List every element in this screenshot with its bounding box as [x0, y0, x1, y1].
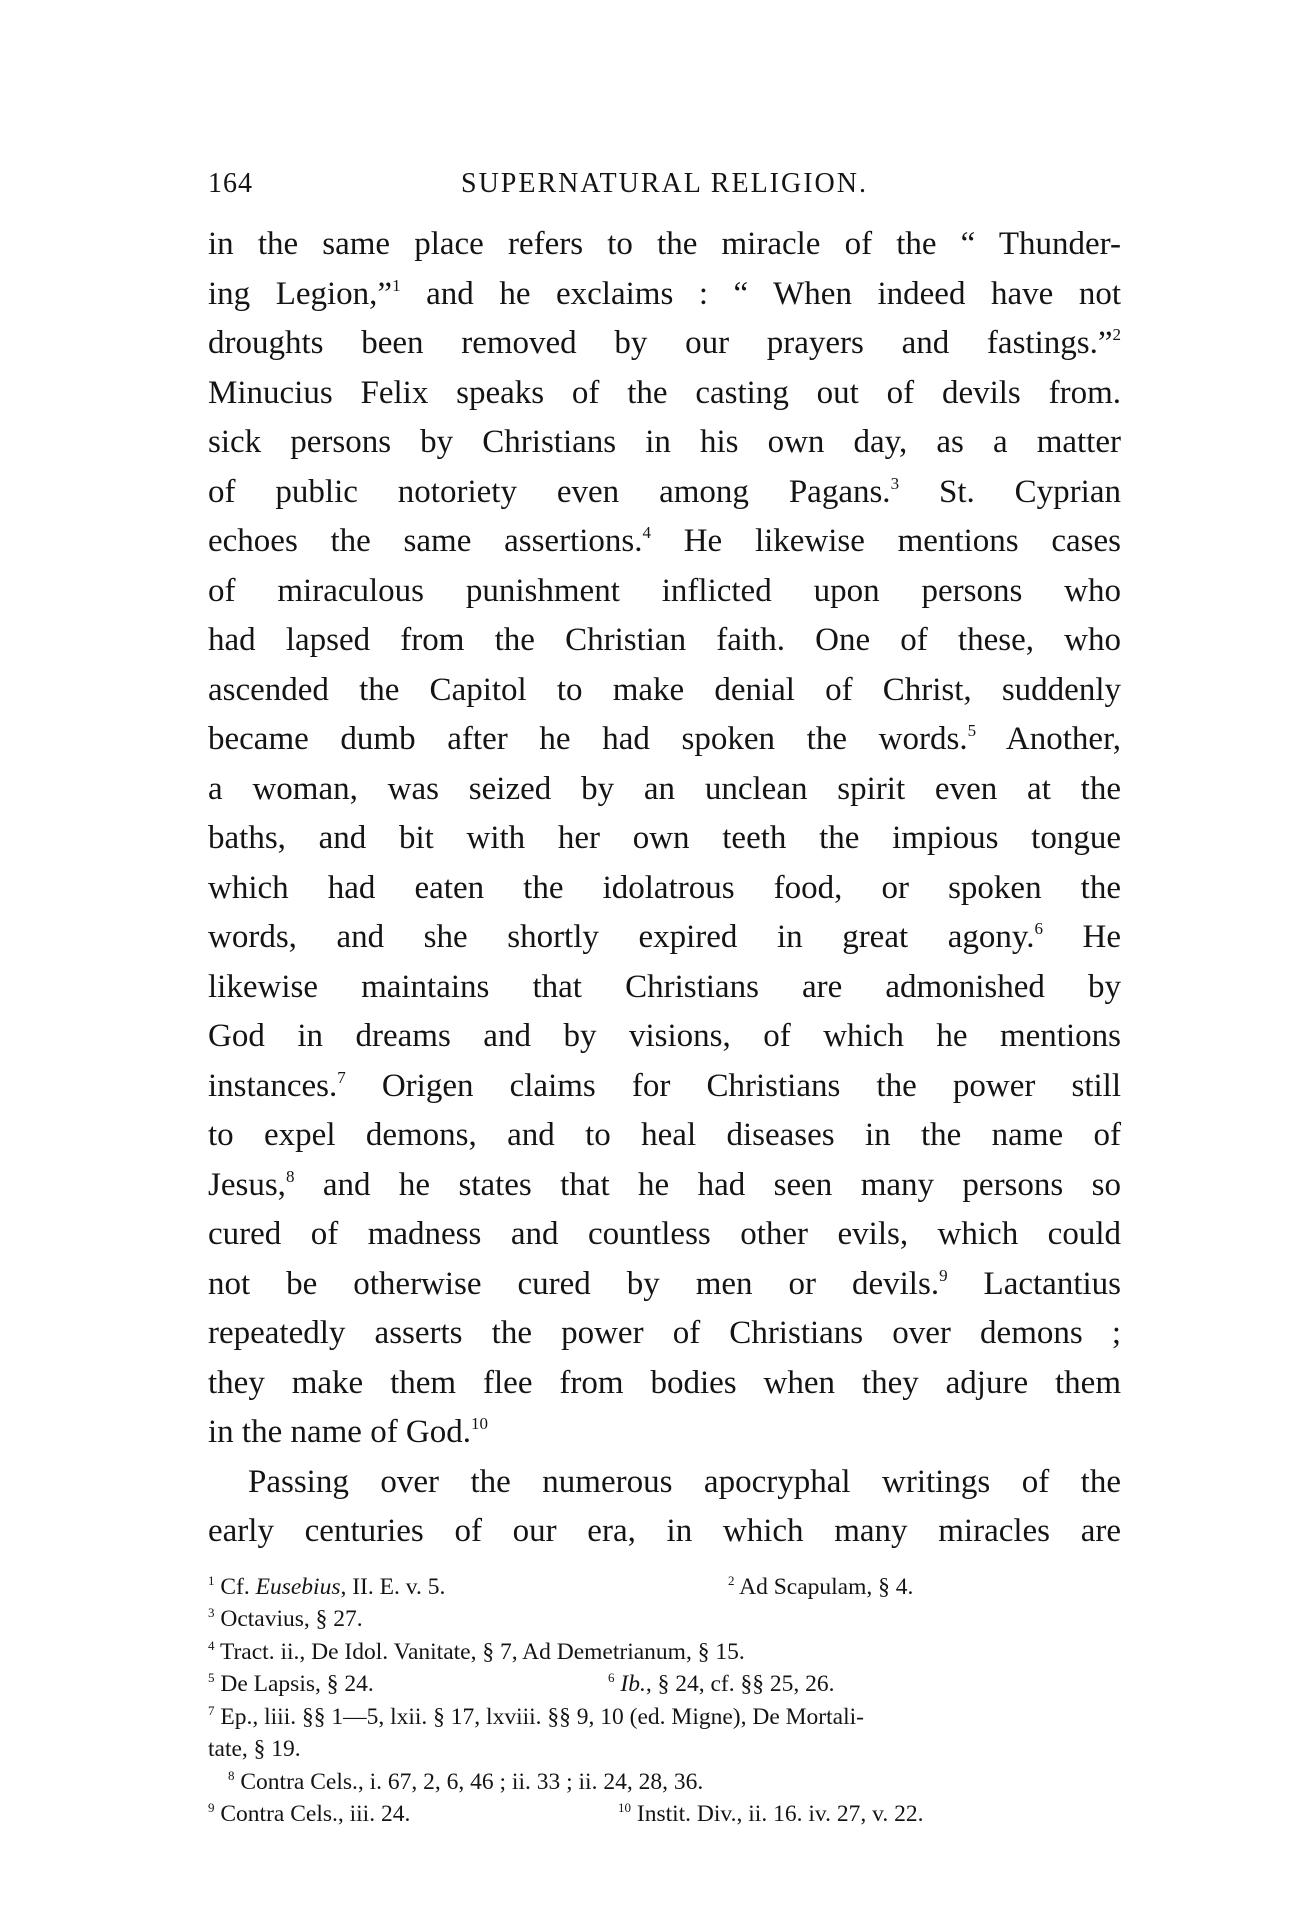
text-line [208, 1012, 1121, 1062]
footnote-reference: 10 [471, 1414, 489, 1433]
text-line [208, 814, 1121, 864]
footnote-text: Ad Scapulam, § 4. [739, 1573, 914, 1600]
footnote-italic: Eusebius [255, 1573, 341, 1600]
text-line [208, 963, 1121, 1013]
footnote-line [208, 1603, 1121, 1636]
footnote-reference: 7 [337, 1067, 346, 1087]
text-line [208, 1111, 1121, 1161]
line-text-after: He [1042, 919, 1122, 955]
footnote-5 [208, 1671, 374, 1697]
footnote-text: Cf. [220, 1573, 256, 1600]
text-line [208, 864, 1121, 914]
text-line [208, 616, 1121, 666]
footnote-10 [618, 1798, 923, 1831]
line-text: of public notoriety even among Pagans. [208, 473, 891, 510]
line-text: repeatedly asserts the power of Christians over demons ; [208, 1315, 1121, 1351]
text-line [208, 765, 1121, 815]
line-text: ing Legion,” [208, 275, 393, 312]
footnote-text: Contra Cels., i. 67, 2, 6, 46 ; ii. 33 ; ii. 24, 28, 36. [240, 1768, 704, 1795]
footnote-1 [208, 1574, 445, 1600]
footnote-9 [208, 1801, 410, 1827]
line-text: in the same place refers to the miracle of the “ Thunder- [208, 226, 1121, 262]
text-line [208, 1062, 1121, 1112]
text-line [208, 418, 1121, 468]
line-text-after: and he states that he had seen many persons so [294, 1166, 1121, 1203]
footnote-mark: 7 [208, 1702, 215, 1718]
footnote-reference: 1 [392, 275, 401, 295]
line-text: words, and she shortly expired in great agony. [208, 919, 1035, 955]
footnote-line [208, 1668, 1121, 1701]
text-line [208, 220, 1121, 270]
text-line [208, 666, 1121, 716]
footnote-6 [608, 1668, 834, 1701]
line-text: Passing over the numerous apocryphal writings of the [248, 1463, 1121, 1500]
footnote-line [208, 1733, 1121, 1766]
text-line [208, 1260, 1121, 1310]
line-text: of miraculous punishment inflicted upon persons who [208, 572, 1121, 609]
footnote-line [208, 1636, 1121, 1669]
line-text: Jesus, [208, 1166, 286, 1203]
text-line [208, 1507, 1121, 1557]
book-page [208, 168, 1121, 1831]
footnote-mark: 9 [208, 1800, 215, 1815]
line-text: in the name of God. [208, 1414, 472, 1450]
line-text: early centuries of our era, in which many miracles are [208, 1513, 1121, 1549]
footnote-text: Instit. Div., ii. 16. iv. 27, v. 22. [636, 1801, 924, 1827]
footnote-mark: 4 [208, 1637, 215, 1653]
footnote-reference: 2 [1112, 325, 1121, 344]
footnote-7 [208, 1704, 864, 1730]
line-text-after: and he exclaims : “ When indeed have not [400, 275, 1121, 312]
running-title: SUPERNATURAL RELIGION. [461, 168, 868, 199]
footnote-mark: 5 [208, 1670, 215, 1685]
line-text: not be otherwise cured by men or devils. [208, 1265, 940, 1302]
footnote-4 [208, 1639, 745, 1665]
text-line [208, 715, 1121, 765]
text-line [208, 1408, 1121, 1458]
footnote-8 [228, 1769, 703, 1795]
line-text: God in dreams and by visions, of which he mentions [208, 1018, 1121, 1054]
text-line [208, 369, 1121, 419]
line-text: Minucius Felix speaks of the casting out of devils from. [208, 374, 1121, 411]
line-text: instances. [208, 1067, 338, 1104]
text-line [208, 1210, 1121, 1260]
footnote-3 [208, 1606, 363, 1632]
footnote-line [208, 1798, 1121, 1831]
footnote-reference: 6 [1034, 919, 1043, 938]
footnote-mark: 6 [608, 1670, 615, 1685]
footnote-2 [728, 1571, 913, 1604]
body-text [208, 220, 1121, 1557]
footnote-text: De Lapsis, § 24. [220, 1671, 374, 1697]
text-line [208, 270, 1121, 320]
text-line [208, 517, 1121, 567]
line-text: had lapsed from the Christian faith. One of these, who [208, 622, 1121, 658]
footnotes [208, 1571, 1121, 1831]
line-text: they make them flee from bodies when they adjure them [208, 1364, 1121, 1401]
footnote-text: Ep., liii. §§ 1—5, lxii. § 17, lxviii. §§ 9, 10 (ed. Migne), De Mortali- [220, 1703, 864, 1730]
line-text: echoes the same assertions. [208, 523, 643, 559]
footnote-line [208, 1571, 1121, 1604]
footnote-reference: 5 [967, 721, 977, 740]
line-text-after: Origen claims for Christians the power still [345, 1067, 1121, 1104]
footnote-7-continued: tate, § 19. [208, 1736, 301, 1762]
footnote-text: Contra Cels., iii. 24. [220, 1801, 411, 1827]
page-number: 164 [208, 168, 253, 199]
footnote-reference: 9 [939, 1265, 948, 1285]
text-line [208, 319, 1121, 369]
footnote-mark: 3 [208, 1605, 215, 1620]
line-text-after: Another, [976, 721, 1121, 757]
footnote-mark: 8 [228, 1767, 235, 1783]
text-line [208, 1309, 1121, 1359]
footnote-italic: Ib. [620, 1671, 646, 1697]
line-text: a woman, was seized by an unclean spirit even at the [208, 770, 1121, 807]
line-text: droughts been removed by our prayers and fastings.” [208, 325, 1113, 361]
footnote-mark: 2 [728, 1572, 735, 1588]
line-text: cured of madness and countless other evils, which could [208, 1216, 1121, 1252]
footnote-mark: 1 [208, 1572, 215, 1588]
footnote-reference: 4 [642, 523, 651, 542]
text-line [208, 567, 1121, 617]
line-text: likewise maintains that Christians are admonished by [208, 968, 1121, 1005]
footnote-reference: 8 [285, 1166, 295, 1186]
line-text: which had eaten the idolatrous food, or spoken the [208, 869, 1121, 906]
text-line [208, 913, 1121, 963]
text-line [208, 1359, 1121, 1409]
line-text: to expel demons, and to heal diseases in the name of [208, 1117, 1121, 1153]
footnote-text: Octavius, § 27. [220, 1606, 363, 1632]
footnote-text: Tract. ii., De Idol. Vanitate, § 7, Ad Demetrianum, § 15. [219, 1638, 745, 1665]
line-text: became dumb after he had spoken the words. [208, 721, 968, 757]
footnote-reference: 3 [890, 473, 900, 493]
line-text-after: Lactantius [947, 1265, 1121, 1302]
line-text: sick persons by Christians in his own day, as a matter [208, 424, 1121, 460]
running-head [208, 168, 1121, 220]
line-text-after: St. Cyprian [899, 473, 1121, 510]
line-text-after: He likewise mentions cases [651, 523, 1121, 559]
text-line [208, 468, 1121, 518]
footnote-mark: 10 [618, 1800, 631, 1815]
text-line [208, 1161, 1121, 1211]
line-text: ascended the Capitol to make denial of Christ, suddenly [208, 671, 1121, 708]
footnote-line [208, 1701, 1121, 1734]
line-text: baths, and bit with her own teeth the impious tongue [208, 820, 1121, 856]
footnote-text: , § 24, cf. §§ 25, 26. [645, 1671, 835, 1697]
text-line [208, 1458, 1121, 1508]
footnote-text: , II. E. v. 5. [340, 1573, 446, 1600]
footnote-line [208, 1766, 1121, 1799]
